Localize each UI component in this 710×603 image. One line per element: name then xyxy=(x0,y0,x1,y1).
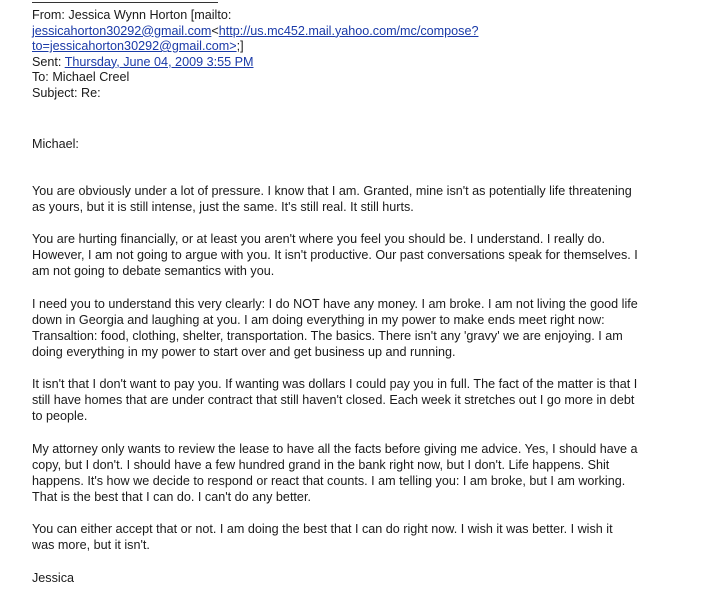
paragraph-1 xyxy=(32,184,692,216)
to-label: To: xyxy=(32,70,49,84)
text-line: copy, but I don't. I should have a few hundred grand in the bank right now, but I don't. Life happens. Shit xyxy=(32,457,610,472)
subject-label: Subject: xyxy=(32,85,78,100)
from-tail: ;] xyxy=(236,39,244,53)
paragraph-6 xyxy=(32,522,692,554)
text-line: However, I am not going to argue with you. It isn't productive. Our past conversations speak for themselves. I xyxy=(32,248,638,263)
sent-date-link[interactable]: Thursday, June 04, 2009 3:55 PM xyxy=(64,54,254,69)
to-value: Michael Creel xyxy=(52,70,130,84)
text-line: My attorney only wants to review the lease to have all the facts before giving me advice. Yes, I should have a xyxy=(32,441,638,456)
paragraph-4 xyxy=(32,377,692,425)
text-line: That is the best that I can do. I can't do any better. xyxy=(32,489,311,504)
text-line: doing everything in my power to start over and get business up and running. xyxy=(32,344,456,359)
text-line: to people. xyxy=(32,409,88,424)
sent-label: Sent: xyxy=(32,54,62,69)
text-line: am not going to debate semantics with you. xyxy=(32,264,275,279)
paragraph-2 xyxy=(32,232,692,280)
sent-line xyxy=(32,55,702,71)
signature: Jessica xyxy=(32,570,74,585)
to-line xyxy=(32,70,702,86)
compose-link-part2[interactable]: to=jessicahorton30292@gmail.com> xyxy=(32,39,237,53)
subject-line xyxy=(32,86,702,102)
text-line: as yours, but it is still intense, just the same. It's still real. It still hurts. xyxy=(32,199,414,214)
text-line: was more, but it isn't. xyxy=(32,538,150,553)
from-email-line xyxy=(32,24,702,40)
lt-sign: < xyxy=(211,23,219,38)
text-line: happens. It's how we decide to respond or react that counts. I am telling you: I am broke, but I am working. xyxy=(32,473,626,488)
email-body xyxy=(32,137,692,603)
text-line: still have homes that are under contract that still haven't closed. Each week it stretches out I go more in debt xyxy=(32,393,635,408)
paragraph-3 xyxy=(32,297,692,361)
text-line: down in Georgia and laughing at you. I am doing everything in my power to make ends meet right now: xyxy=(32,312,605,327)
email-header xyxy=(32,8,702,101)
from-label: From: xyxy=(32,8,65,22)
greeting: Michael: xyxy=(32,137,79,151)
text-line: You can either accept that or not. I am doing the best that I can do right now. I wish it was better. I wish it xyxy=(32,522,613,537)
paragraph-5 xyxy=(32,442,692,506)
subject-value: Re: xyxy=(81,85,101,100)
from-email-link[interactable]: jessicahorton30292@gmail.com xyxy=(32,23,212,38)
text-line: You are obviously under a lot of pressure. I know that I am. Granted, mine isn't as potentially life threatening xyxy=(32,183,632,198)
text-line: It isn't that I don't want to pay you. If wanting was dollars I could pay you in full. The fact of the matter is that I xyxy=(32,377,638,392)
from-line xyxy=(32,8,702,24)
text-line: Transaltion: food, clothing, shelter, transportation. The basics. There isn't any 'gravy' we are enjoying. I am xyxy=(32,328,623,343)
text-line: You are hurting financially, or at least you aren't where you feel you should be. I understand. I really do. xyxy=(32,232,605,247)
separator-line xyxy=(32,2,218,3)
from-compose-line xyxy=(32,39,702,55)
from-name: Jessica Wynn Horton [mailto: xyxy=(68,8,232,22)
compose-link-part1[interactable]: http://us.mc452.mail.yahoo.com/mc/compose? xyxy=(218,23,479,38)
text-line: I need you to understand this very clearly: I do NOT have any money. I am broke. I am not living the good life xyxy=(32,296,638,311)
